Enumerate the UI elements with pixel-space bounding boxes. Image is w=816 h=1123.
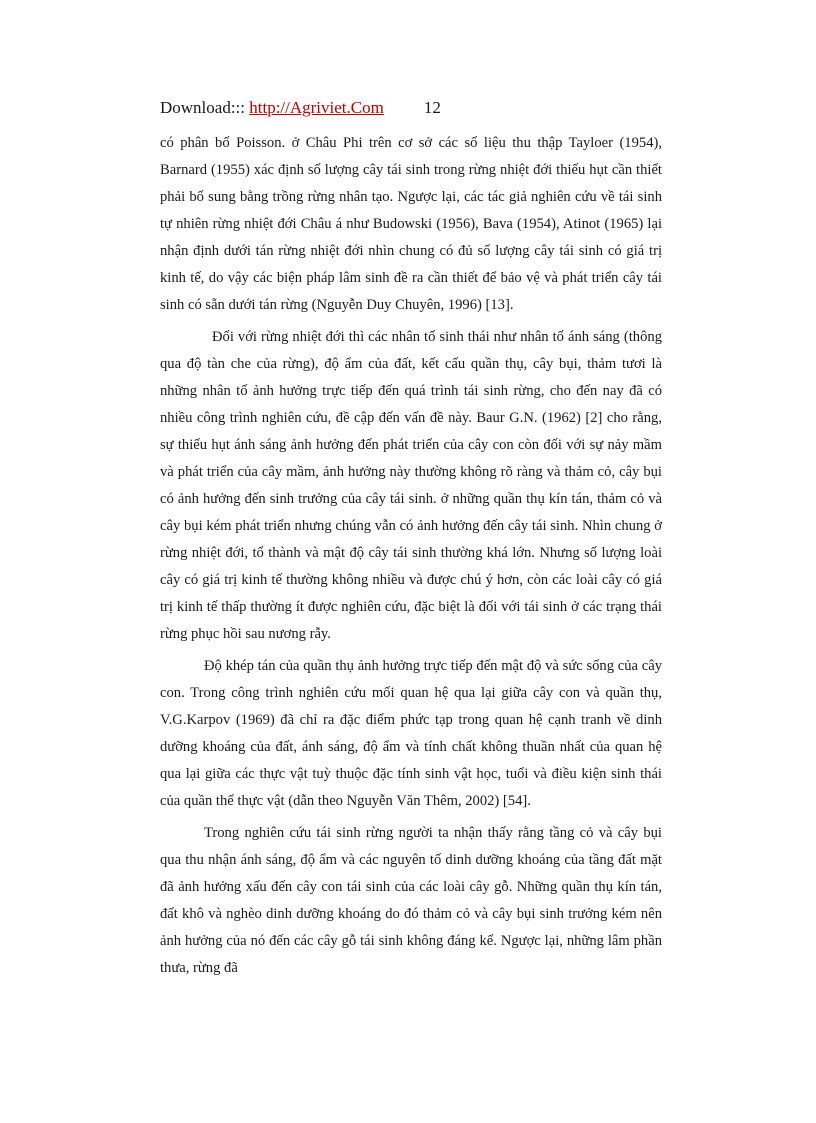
download-link[interactable]: http://Agriviet.Com bbox=[249, 98, 384, 117]
page-number: 12 bbox=[423, 98, 441, 117]
paragraph-continuation: có phân bố Poisson. ở Châu Phi trên cơ sở các số liệu thu thập Tayloer (1954), Barnard (1955) xác định số lượng cây tái sinh trong rừng nhiệt đới thiếu hụt cần thiết phải bổ sung bằng trồng rừng nhân tạo. Ngược lại, các tác giả nghiên cứu về tái sinh tự nhiên rừng nhiệt đới Châu á như Budowski (1956), Bava (1954), Atinot (1965) lại nhận định dưới tán rừng nhiệt đới nhìn chung có đủ số lượng cây tái sinh có giá trị kinh tế, do vậy các biện pháp lâm sinh đề ra cần thiết để bảo vệ và phát triển cây tái sinh có sẵn dưới tán rừng (Nguyễn Duy Chuyên, 1996) [13]. bbox=[160, 135, 662, 313]
paragraph-tropical-forest-factors: Đối với rừng nhiệt đới thì các nhân tố sinh thái như nhân tố ánh sáng (thông qua độ tàn che của rừng), độ ẩm của đất, kết cấu quần thụ, cây bụi, thảm tươi là những nhân tố ảnh hưởng trực tiếp đến quá trình tái sinh rừng, cho đến nay đã có nhiều công trình nghiên cứu, đề cập đến vấn đề này. Baur G.N. (1962) [2] cho rằng, sự thiếu hụt ánh sáng ảnh hưởng đến phát triển của cây con còn đối với sự nảy mầm và phát triển của cây mầm, ảnh hưởng này thường không rõ ràng và thảm cỏ, cây bụi có ảnh hưởng đến sinh trưởng của cây tái sinh. ở những quần thụ kín tán, thảm cỏ và cây bụi kém phát triển nhưng chúng vẫn có ảnh hưởng đến cây tái sinh. Nhìn chung ở rừng nhiệt đới, tổ thành và mật độ cây tái sinh thường khá lớn. Nhưng số lượng loài cây có giá trị kinh tế thường không nhiều và được chú ý hơn, còn các loài cây có giá trị kinh tế thấp thường ít được nghiên cứu, đặc biệt là đối với tái sinh ở các trạng thái rừng phục hồi sau nương rẫy. bbox=[160, 329, 662, 642]
paragraph-grass-shrub-layer: Trong nghiên cứu tái sinh rừng người ta nhận thấy rằng tầng cỏ và cây bụi qua thu nhận ánh sáng, độ ẩm và các nguyên tố dinh dưỡng khoáng của tầng đất mặt đã ảnh hưởng xấu đến cây con tái sinh của các loài cây gỗ. Những quần thụ kín tán, đất khô và nghèo dinh dưỡng khoáng do đó thảm cỏ và cây bụi sinh trưởng kém nên ảnh hưởng của nó đến các cây gỗ tái sinh không đáng kể. Ngược lại, những lâm phần thưa, rừng đã bbox=[160, 825, 662, 976]
document-body bbox=[160, 130, 662, 987]
paragraph-canopy-closure: Độ khép tán của quần thụ ảnh hưởng trực tiếp đến mật độ và sức sống của cây con. Trong công trình nghiên cứu mối quan hệ qua lại giữa cây con và quần thụ, V.G.Karpov (1969) đã chỉ ra đặc điểm phức tạp trong quan hệ cạnh tranh về dinh dưỡng khoáng của đất, ánh sáng, độ ẩm và tính chất không thuần nhất của quan hệ qua lại giữa các thực vật tuỳ thuộc đặc tính sinh vật học, tuổi và điều kiện sinh thái của quần thể thực vật (dẫn theo Nguyễn Văn Thêm, 2002) [54]. bbox=[160, 658, 662, 809]
download-label: Download::: bbox=[160, 98, 250, 117]
page-header bbox=[160, 97, 441, 119]
